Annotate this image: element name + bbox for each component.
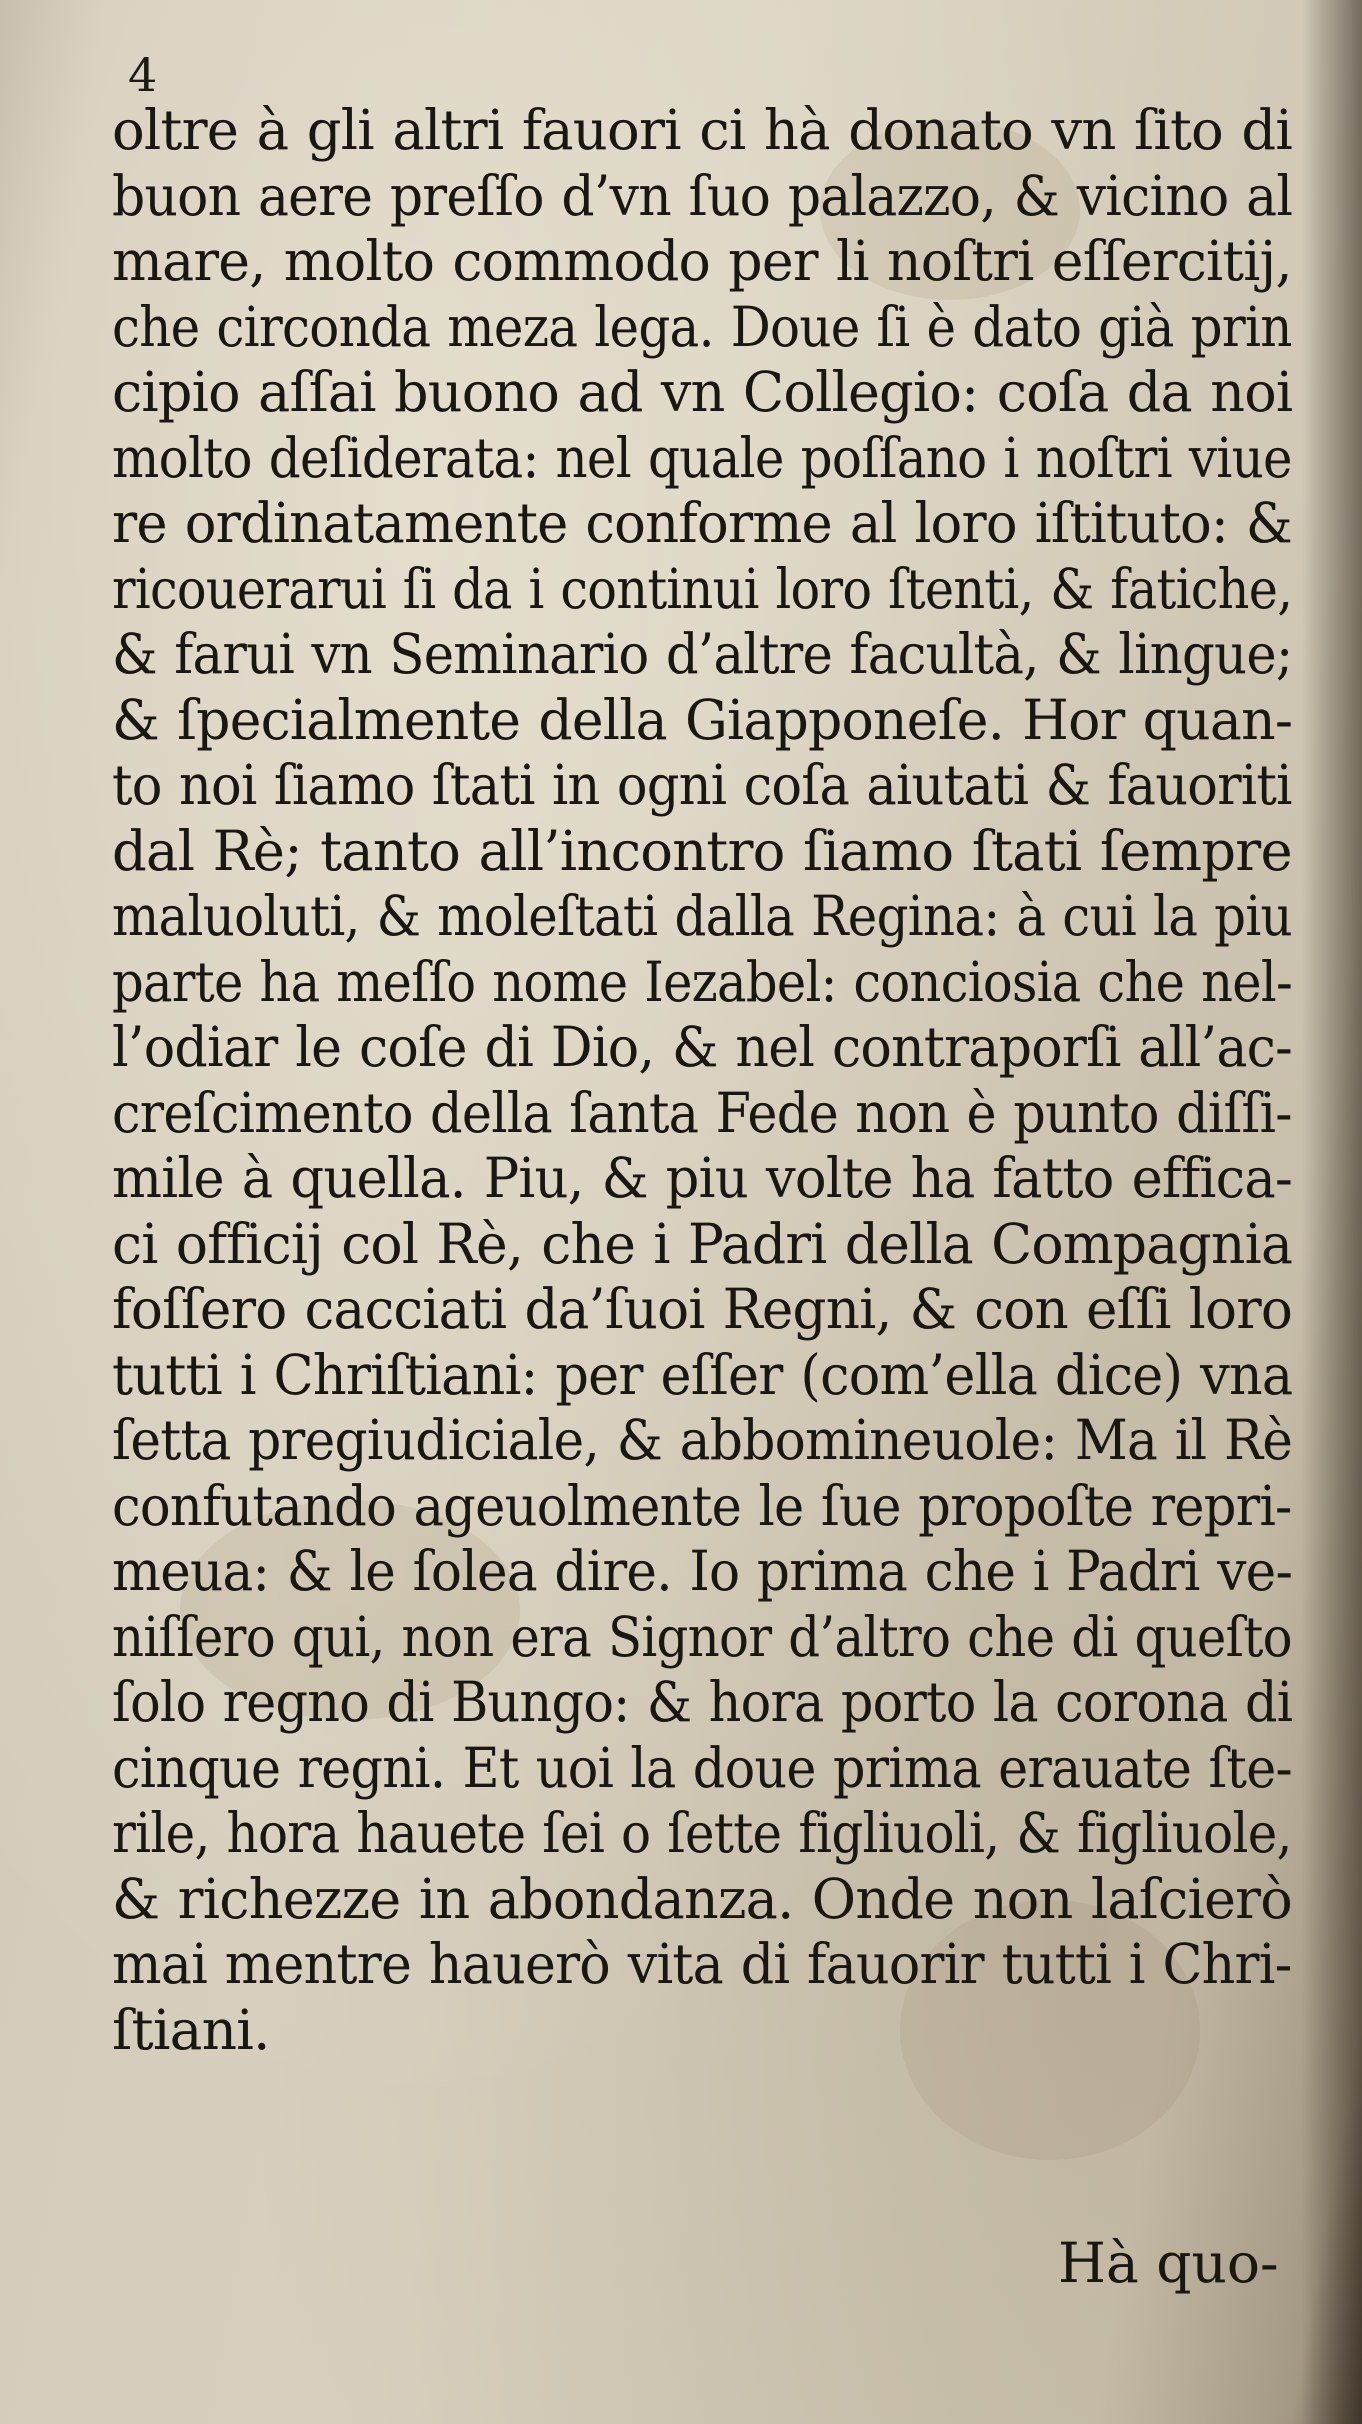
body-text: [112, 98, 1292, 2063]
text-line: niſſero qui, non era Signor d’altro che di queſto: [112, 1604, 1292, 1669]
text-line: ſolo regno di Bungo: & hora porto la corona di: [112, 1670, 1293, 1734]
text-line: to noi ſiamo ſtati in ogni coſa aiutati & fauoriti: [112, 753, 1292, 817]
text-line: l’odiar le coſe di Dio, & nel contraporſi all’ac-: [112, 1015, 1293, 1079]
text-line: molto deſiderata: nel quale poſſano i noſtri viue: [112, 425, 1292, 490]
text-line: ſtiani.: [112, 1997, 270, 2062]
text-line: & richezze in abondanza. Onde non laſcierò: [112, 1866, 1292, 1931]
text-line: meua: & le ſolea dire. Io prima che i Padri ve-: [112, 1539, 1293, 1603]
text-line: creſcimento della ſanta Fede non è punto diſſi-: [112, 1080, 1292, 1145]
text-line: ci officij col Rè, che i Padri della Compagnia: [112, 1211, 1293, 1276]
text-line: mai mentre hauerò vita di fauorir tutti i Chri-: [112, 1932, 1292, 1996]
catchword: Hà quo-: [1058, 2231, 1279, 2295]
page-number: 4: [128, 48, 158, 102]
text-line: confutando ageuolmente le ſue propoſte repri-: [112, 1473, 1292, 1538]
text-line: cinque regni. Et uoi la doue prima erauate ſte-: [112, 1735, 1292, 1800]
text-line: foſſero cacciati da’ſuoi Regni, & con eſſi loro: [112, 1277, 1293, 1341]
text-line: parte ha meſſo nome Iezabel: conciosia che nel-: [112, 949, 1292, 1014]
text-line: tutti i Chriſtiani: per eſſer (com’ella dice) vna: [112, 1342, 1293, 1407]
text-line: rile, hora hauete ſei o ſette figliuoli, & figliuole,: [112, 1801, 1292, 1865]
text-line: cipio aſſai buono ad vn Collegio: coſa da noi: [112, 360, 1293, 424]
text-line: maluoluti, & moleſtati dalla Regina: à cui la piu: [112, 884, 1292, 948]
text-line: ricouerarui ſi da i continui loro ſtenti, & fatiche,: [112, 556, 1293, 621]
text-line: dal Rè; tanto all’incontro ſiamo ſtati ſempre: [112, 818, 1292, 883]
text-line: ſetta pregiudiciale, & abbomineuole: Ma il Rè: [112, 1408, 1293, 1472]
text-line: mare, molto commodo per li noſtri eſſercitij,: [112, 229, 1292, 293]
text-line: mile à quella. Piu, & piu volte ha fatto effica-: [112, 1146, 1293, 1210]
page-edge-shadow: [1302, 0, 1362, 2424]
text-line: re ordinatamente conforme al loro iſtituto: &: [112, 491, 1292, 555]
text-line: & ſpecialmente della Giapponeſe. Hor quan-: [112, 687, 1293, 752]
text-line: & farui vn Seminario d’altre facultà, & lingue;: [112, 622, 1293, 686]
text-line: buon aere preſſo d’vn ſuo palazzo, & vicino al: [112, 163, 1293, 228]
text-line: oltre à gli altri fauori ci hà donato vn ſito di: [112, 98, 1292, 162]
text-line: che circonda meza lega. Doue ſi è dato già prin: [112, 294, 1292, 359]
